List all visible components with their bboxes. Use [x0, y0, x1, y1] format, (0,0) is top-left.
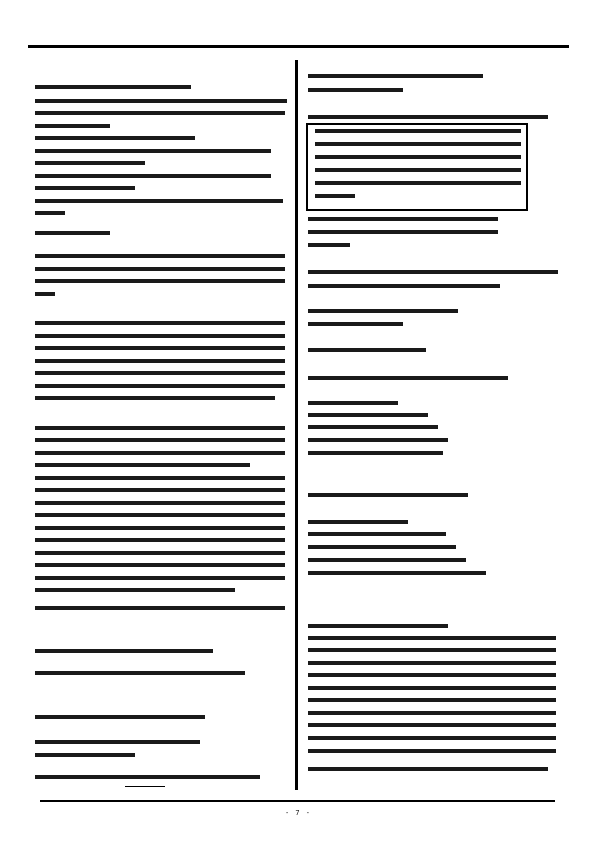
text-line: [308, 661, 556, 665]
text-line: [315, 168, 521, 172]
text-line: [308, 520, 408, 524]
text-line: [35, 321, 285, 325]
text-line: [35, 334, 285, 338]
text-line: [35, 563, 285, 567]
text-line: [35, 488, 285, 492]
text-line: [308, 115, 548, 119]
text-line: [35, 671, 245, 675]
text-line: [35, 346, 285, 350]
footer-rule: [40, 800, 555, 802]
text-line: [308, 558, 466, 562]
text-line: [308, 243, 350, 247]
text-line: [35, 501, 285, 505]
header-rule: [28, 45, 569, 48]
text-line: [35, 161, 145, 165]
text-line: [35, 588, 235, 592]
text-line: [308, 686, 556, 690]
text-line: [308, 624, 448, 628]
text-line: [308, 648, 556, 652]
text-line: [35, 476, 285, 480]
text-line: [308, 217, 498, 221]
text-line: [315, 155, 521, 159]
text-line: [35, 149, 271, 153]
text-line: [35, 211, 65, 215]
text-line: [308, 322, 403, 326]
text-line: [308, 413, 428, 417]
text-line: [35, 426, 285, 430]
text-line: [315, 142, 521, 146]
text-line: [308, 376, 508, 380]
text-line: [308, 736, 556, 740]
text-line: [35, 451, 285, 455]
text-line: [308, 88, 403, 92]
text-line: [308, 673, 556, 677]
text-line: [35, 649, 213, 653]
text-line: [35, 124, 110, 128]
text-line: [308, 545, 456, 549]
text-line: [35, 775, 260, 779]
text-line: [308, 636, 556, 640]
text-line: [308, 698, 556, 702]
text-line: [35, 551, 285, 555]
text-line: [308, 451, 443, 455]
text-line: [35, 292, 55, 296]
text-line: [35, 359, 285, 363]
text-line: [35, 231, 110, 235]
text-line: [35, 384, 285, 388]
text-line: [308, 749, 556, 753]
text-line: [35, 99, 287, 103]
text-line: [35, 186, 135, 190]
text-line: [35, 174, 271, 178]
text-line: [308, 767, 548, 771]
text-line: [308, 571, 486, 575]
text-line: [35, 85, 191, 89]
text-line: [35, 538, 285, 542]
text-line: [308, 230, 498, 234]
text-line: [315, 129, 521, 133]
entry-underline: [125, 786, 165, 787]
text-line: [35, 396, 275, 400]
text-line: [35, 606, 285, 610]
text-line: [308, 493, 468, 497]
text-line: [35, 371, 285, 375]
text-line: [35, 267, 285, 271]
text-line: [35, 513, 285, 517]
text-line: [308, 309, 458, 313]
text-line: [35, 576, 285, 580]
text-line: [35, 279, 285, 283]
text-line: [35, 438, 285, 442]
text-line: [35, 199, 283, 203]
text-line: [308, 532, 446, 536]
text-line: [308, 711, 556, 715]
page-number: - 7 -: [284, 809, 312, 817]
text-line: [308, 74, 483, 78]
text-line: [308, 723, 556, 727]
text-line: [315, 181, 521, 185]
text-line: [308, 401, 398, 405]
text-line: [308, 425, 438, 429]
text-line: [35, 753, 135, 757]
text-line: [35, 111, 285, 115]
text-line: [35, 254, 285, 258]
text-line: [308, 284, 500, 288]
text-line: [315, 194, 355, 198]
column-divider: [295, 60, 298, 790]
text-line: [35, 715, 205, 719]
text-line: [308, 438, 448, 442]
text-line: [308, 348, 426, 352]
text-line: [35, 740, 200, 744]
text-line: [35, 526, 285, 530]
text-line: [35, 463, 250, 467]
text-line: [308, 270, 558, 274]
text-line: [35, 136, 195, 140]
